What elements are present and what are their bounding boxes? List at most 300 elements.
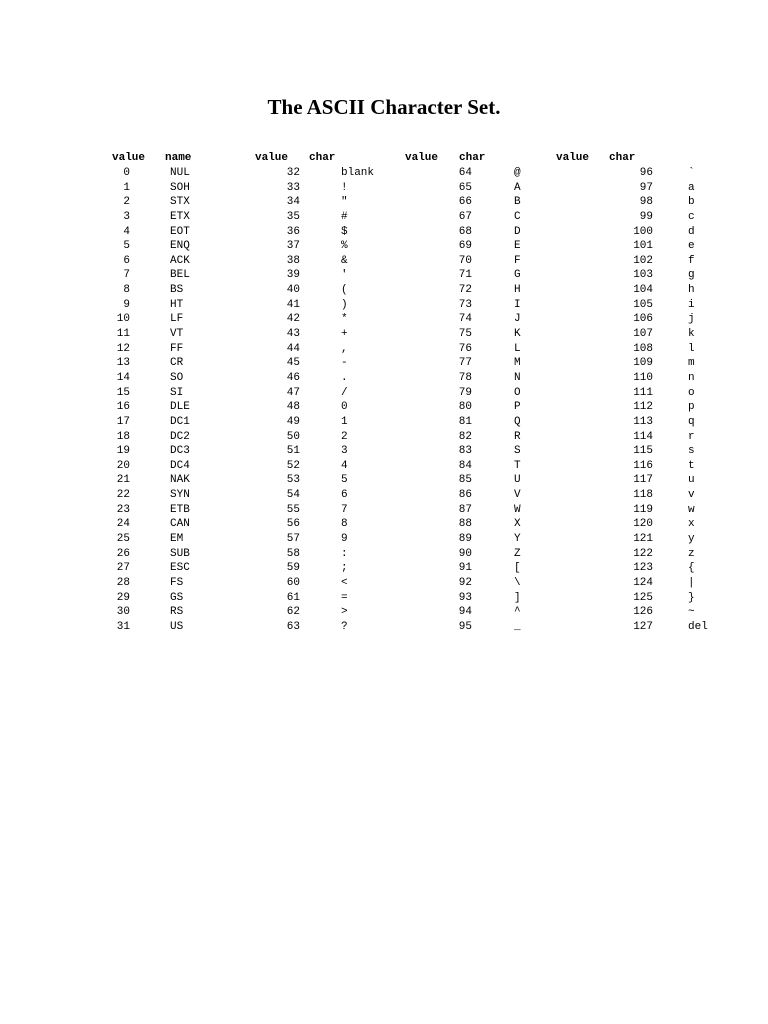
header-value: value (405, 152, 439, 164)
cell-value: 119 (633, 503, 653, 516)
cell-char: d (688, 225, 695, 238)
cell-char: L (514, 342, 521, 355)
cell-value: 21 (116, 474, 130, 487)
cell-char: ? (341, 620, 348, 633)
cell-value: 101 (633, 240, 653, 253)
table-row (0, 239, 768, 254)
table-row (0, 473, 768, 488)
table-row (0, 327, 768, 342)
cell-char: ] (514, 591, 521, 604)
cell-char: & (341, 254, 348, 267)
table-row (0, 576, 768, 591)
cell-value: 22 (116, 489, 130, 502)
cell-name: SI (170, 386, 184, 399)
cell-char: , (341, 342, 348, 355)
cell-value: 19 (116, 445, 130, 458)
cell-value: 28 (116, 576, 130, 589)
cell-char: l (688, 342, 695, 355)
cell-char: | (688, 576, 695, 589)
cell-char: R (514, 430, 521, 443)
cell-char: 3 (341, 445, 348, 458)
cell-name: NUL (170, 167, 190, 179)
table-row (0, 210, 768, 225)
cell-name: FS (170, 576, 184, 589)
cell-char: ^ (514, 606, 521, 619)
cell-value: 33 (286, 181, 300, 194)
cell-char: Y (514, 533, 521, 546)
table-row (0, 503, 768, 518)
cell-value: 13 (116, 357, 130, 370)
cell-value: 97 (639, 181, 653, 194)
cell-value: 109 (633, 357, 653, 370)
cell-name: SUB (170, 547, 190, 560)
cell-value: 122 (633, 547, 653, 560)
cell-char: u (688, 474, 695, 487)
cell-value: 65 (458, 181, 472, 194)
cell-char: X (514, 518, 521, 531)
cell-value: 56 (286, 518, 300, 531)
table-row (0, 356, 768, 371)
header-char: char (609, 152, 636, 164)
cell-char: / (341, 386, 348, 399)
cell-char: del (688, 620, 708, 633)
table-row (0, 225, 768, 240)
cell-name: DC3 (170, 445, 190, 458)
cell-char: Z (514, 547, 521, 560)
table-row (0, 166, 768, 181)
cell-value: 38 (286, 254, 300, 267)
cell-name: GS (170, 591, 184, 604)
cell-char: + (341, 328, 348, 341)
cell-name: ACK (170, 254, 190, 267)
cell-char: 0 (341, 401, 348, 414)
cell-value: 27 (116, 562, 130, 575)
page-title: The ASCII Character Set. (267, 95, 501, 119)
cell-char: ~ (688, 606, 695, 619)
cell-name: STX (170, 196, 190, 209)
cell-name: DC1 (170, 415, 190, 428)
table-header-row (0, 151, 768, 166)
cell-value: 110 (633, 371, 653, 384)
cell-char: Q (514, 415, 521, 428)
cell-char: 1 (341, 415, 348, 428)
cell-value: 87 (458, 503, 472, 516)
cell-char: C (514, 210, 521, 223)
cell-value: 127 (633, 620, 653, 633)
cell-char: c (688, 210, 695, 223)
cell-value: 68 (458, 225, 472, 238)
cell-value: 104 (633, 284, 653, 297)
cell-char: * (341, 313, 348, 326)
cell-char: G (514, 269, 521, 282)
cell-name: DLE (170, 401, 190, 414)
cell-char: P (514, 401, 521, 414)
cell-value: 116 (633, 459, 653, 472)
table-row (0, 371, 768, 386)
cell-value: 16 (116, 401, 130, 414)
cell-value: 41 (286, 298, 300, 311)
cell-name: BS (170, 284, 184, 297)
table-row (0, 342, 768, 357)
cell-value: 94 (458, 606, 472, 619)
cell-value: 83 (458, 445, 472, 458)
cell-char: = (341, 591, 348, 604)
cell-value: 100 (633, 225, 653, 238)
cell-char: m (688, 357, 695, 370)
cell-char: > (341, 606, 348, 619)
cell-value: 36 (286, 225, 300, 238)
cell-char: t (688, 459, 695, 472)
cell-char: " (341, 196, 348, 209)
cell-value: 73 (458, 298, 472, 311)
cell-name: EOT (170, 225, 190, 238)
table-row (0, 298, 768, 313)
cell-char: < (341, 576, 348, 589)
cell-char: ` (688, 167, 695, 179)
cell-value: 105 (633, 298, 653, 311)
cell-name: CAN (170, 518, 190, 531)
cell-char: U (514, 474, 521, 487)
header-char: char (309, 152, 336, 164)
cell-value: 44 (286, 342, 300, 355)
table-row (0, 591, 768, 606)
cell-value: 23 (116, 503, 130, 516)
table-row (0, 561, 768, 576)
cell-value: 90 (458, 547, 472, 560)
cell-name: DC2 (170, 430, 190, 443)
cell-value: 84 (458, 459, 472, 472)
cell-char: a (688, 181, 695, 194)
cell-value: 72 (458, 284, 472, 297)
cell-char: g (688, 269, 695, 282)
cell-char: ' (341, 269, 348, 282)
table-row (0, 620, 768, 635)
cell-char: blank (341, 167, 375, 179)
cell-value: 108 (633, 342, 653, 355)
cell-value: 93 (458, 591, 472, 604)
cell-value: 48 (286, 401, 300, 414)
cell-char: f (688, 254, 695, 267)
cell-name: NAK (170, 474, 190, 487)
cell-value: 91 (458, 562, 472, 575)
cell-value: 17 (116, 415, 130, 428)
cell-char: D (514, 225, 521, 238)
cell-value: 30 (116, 606, 130, 619)
cell-char: J (514, 313, 521, 326)
cell-char: - (341, 357, 348, 370)
cell-value: 61 (286, 591, 300, 604)
cell-name: HT (170, 298, 184, 311)
cell-name: VT (170, 328, 184, 341)
table-row (0, 517, 768, 532)
cell-value: 6 (123, 254, 130, 267)
cell-name: ETB (170, 503, 190, 516)
header-name: name (165, 152, 192, 164)
table-body (0, 166, 768, 635)
cell-name: US (170, 620, 184, 633)
cell-value: 62 (286, 606, 300, 619)
cell-value: 25 (116, 533, 130, 546)
cell-value: 79 (458, 386, 472, 399)
header-value: value (255, 152, 289, 164)
cell-char: . (341, 371, 348, 384)
header-char: char (459, 152, 486, 164)
cell-value: 96 (639, 167, 653, 179)
cell-value: 70 (458, 254, 472, 267)
cell-char: W (514, 503, 521, 516)
cell-value: 82 (458, 430, 472, 443)
cell-char: 4 (341, 459, 348, 472)
cell-char: s (688, 445, 695, 458)
cell-value: 114 (633, 430, 653, 443)
table-row (0, 400, 768, 415)
cell-char: } (688, 591, 695, 604)
cell-value: 52 (286, 459, 300, 472)
cell-char: \ (514, 576, 521, 589)
cell-char: o (688, 386, 695, 399)
cell-value: 4 (123, 225, 130, 238)
cell-char: 9 (341, 533, 348, 546)
cell-value: 24 (116, 518, 130, 531)
cell-char: @ (514, 167, 521, 179)
cell-char: # (341, 210, 348, 223)
cell-value: 53 (286, 474, 300, 487)
cell-value: 34 (286, 196, 300, 209)
cell-char: H (514, 284, 521, 297)
cell-char: n (688, 371, 695, 384)
table-row (0, 415, 768, 430)
cell-value: 0 (123, 167, 130, 179)
cell-value: 111 (633, 386, 653, 399)
cell-name: BEL (170, 269, 190, 282)
cell-char: K (514, 328, 521, 341)
table-row (0, 181, 768, 196)
cell-value: 39 (286, 269, 300, 282)
cell-value: 99 (639, 210, 653, 223)
cell-name: RS (170, 606, 184, 619)
cell-value: 66 (458, 196, 472, 209)
cell-char: V (514, 489, 521, 502)
cell-char: A (514, 181, 521, 194)
cell-value: 46 (286, 371, 300, 384)
table-row (0, 268, 768, 283)
cell-value: 15 (116, 386, 130, 399)
cell-char: w (688, 503, 695, 516)
cell-value: 102 (633, 254, 653, 267)
cell-value: 11 (116, 328, 130, 341)
cell-name: SYN (170, 489, 190, 502)
cell-value: 80 (458, 401, 472, 414)
cell-char: p (688, 401, 695, 414)
cell-value: 29 (116, 591, 130, 604)
cell-char: z (688, 547, 695, 560)
cell-value: 98 (639, 196, 653, 209)
cell-value: 88 (458, 518, 472, 531)
cell-char: i (688, 298, 695, 311)
cell-value: 42 (286, 313, 300, 326)
table-row (0, 312, 768, 327)
table-row (0, 283, 768, 298)
cell-value: 69 (458, 240, 472, 253)
cell-value: 86 (458, 489, 472, 502)
cell-char: E (514, 240, 521, 253)
cell-char: N (514, 371, 521, 384)
table-row (0, 532, 768, 547)
cell-value: 78 (458, 371, 472, 384)
cell-value: 75 (458, 328, 472, 341)
cell-value: 2 (123, 196, 130, 209)
cell-value: 50 (286, 430, 300, 443)
cell-value: 112 (633, 401, 653, 414)
cell-value: 123 (633, 562, 653, 575)
cell-char: k (688, 328, 695, 341)
cell-char: b (688, 196, 695, 209)
cell-char: T (514, 459, 521, 472)
cell-char: S (514, 445, 521, 458)
cell-value: 95 (458, 620, 472, 633)
cell-char: x (688, 518, 695, 531)
cell-char: ! (341, 181, 348, 194)
cell-value: 47 (286, 386, 300, 399)
cell-value: 1 (123, 181, 130, 194)
cell-value: 117 (633, 474, 653, 487)
table-row (0, 254, 768, 269)
table-row (0, 605, 768, 620)
cell-value: 12 (116, 342, 130, 355)
cell-char: ; (341, 562, 348, 575)
cell-name: ENQ (170, 240, 190, 253)
cell-value: 89 (458, 533, 472, 546)
cell-value: 121 (633, 533, 653, 546)
cell-value: 54 (286, 489, 300, 502)
cell-name: SO (170, 371, 184, 384)
cell-char: ) (341, 298, 348, 311)
cell-char: $ (341, 225, 348, 238)
cell-char: r (688, 430, 695, 443)
cell-value: 7 (123, 269, 130, 282)
table-row (0, 195, 768, 210)
cell-name: DC4 (170, 459, 190, 472)
cell-name: FF (170, 342, 184, 355)
cell-value: 45 (286, 357, 300, 370)
cell-value: 37 (286, 240, 300, 253)
cell-char: _ (514, 620, 521, 633)
cell-char: 8 (341, 518, 348, 531)
cell-value: 14 (116, 371, 130, 384)
cell-char: % (341, 240, 348, 253)
cell-value: 40 (286, 284, 300, 297)
cell-value: 26 (116, 547, 130, 560)
cell-name: EM (170, 533, 184, 546)
cell-value: 118 (633, 489, 653, 502)
cell-value: 18 (116, 430, 130, 443)
cell-value: 3 (123, 210, 130, 223)
cell-char: F (514, 254, 521, 267)
cell-char: { (688, 562, 695, 575)
cell-value: 74 (458, 313, 472, 326)
cell-char: h (688, 284, 695, 297)
cell-value: 57 (286, 533, 300, 546)
cell-char: ( (341, 284, 348, 297)
cell-char: 6 (341, 489, 348, 502)
cell-value: 125 (633, 591, 653, 604)
cell-value: 103 (633, 269, 653, 282)
cell-char: [ (514, 562, 521, 575)
cell-value: 43 (286, 328, 300, 341)
cell-value: 32 (286, 167, 300, 179)
cell-char: B (514, 196, 521, 209)
cell-name: CR (170, 357, 184, 370)
cell-char: 5 (341, 474, 348, 487)
cell-char: j (688, 313, 695, 326)
table-row (0, 444, 768, 459)
cell-value: 10 (116, 313, 130, 326)
cell-value: 76 (458, 342, 472, 355)
cell-char: 7 (341, 503, 348, 516)
cell-name: SOH (170, 181, 190, 194)
cell-value: 9 (123, 298, 130, 311)
cell-value: 63 (286, 620, 300, 633)
cell-value: 60 (286, 576, 300, 589)
cell-char: v (688, 489, 695, 502)
cell-value: 71 (458, 269, 472, 282)
cell-name: LF (170, 313, 184, 326)
cell-name: ETX (170, 210, 190, 223)
cell-char: e (688, 240, 695, 253)
cell-value: 35 (286, 210, 300, 223)
header-value: value (556, 152, 590, 164)
cell-char: M (514, 357, 521, 370)
cell-char: : (341, 547, 348, 560)
table-row (0, 488, 768, 503)
header-value: value (112, 152, 146, 164)
cell-value: 64 (458, 167, 472, 179)
table-row (0, 459, 768, 474)
cell-value: 113 (633, 415, 653, 428)
cell-value: 124 (633, 576, 653, 589)
cell-value: 85 (458, 474, 472, 487)
cell-value: 55 (286, 503, 300, 516)
cell-value: 81 (458, 415, 472, 428)
table-row (0, 547, 768, 562)
table-row (0, 386, 768, 401)
cell-char: I (514, 298, 521, 311)
cell-value: 59 (286, 562, 300, 575)
cell-value: 8 (123, 284, 130, 297)
cell-value: 120 (633, 518, 653, 531)
cell-char: O (514, 386, 521, 399)
cell-char: 2 (341, 430, 348, 443)
cell-value: 20 (116, 459, 130, 472)
cell-value: 106 (633, 313, 653, 326)
cell-char: y (688, 533, 695, 546)
cell-value: 51 (286, 445, 300, 458)
cell-value: 107 (633, 328, 653, 341)
table-row (0, 430, 768, 445)
cell-value: 67 (458, 210, 472, 223)
cell-value: 31 (116, 620, 130, 633)
cell-char: q (688, 415, 695, 428)
cell-value: 5 (123, 240, 130, 253)
cell-value: 58 (286, 547, 300, 560)
ascii-table (0, 151, 768, 635)
cell-value: 126 (633, 606, 653, 619)
cell-value: 49 (286, 415, 300, 428)
cell-name: ESC (170, 562, 190, 575)
cell-value: 92 (458, 576, 472, 589)
cell-value: 115 (633, 445, 653, 458)
cell-value: 77 (458, 357, 472, 370)
